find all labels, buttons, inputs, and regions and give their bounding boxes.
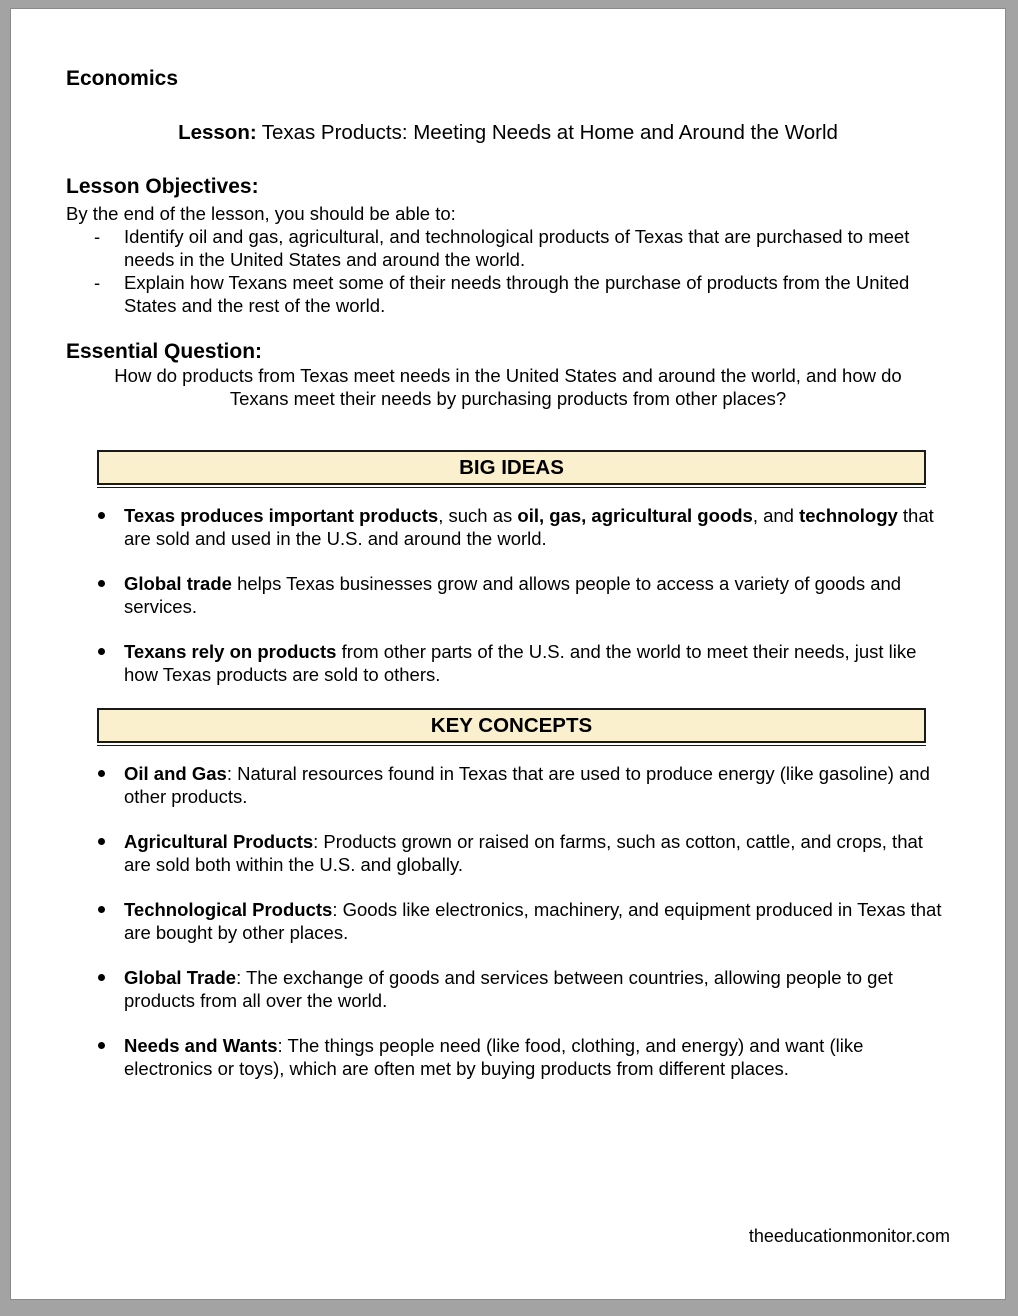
key-concepts-banner (97, 708, 926, 743)
big-ideas-list (66, 504, 950, 686)
objectives-intro: By the end of the lesson, you should be able to: (66, 203, 456, 224)
lesson-title-text: Texas Products: Meeting Needs at Home and Around the World (261, 121, 838, 144)
list-item: Global Trade: The exchange of goods and services between countries, allowing people to get products from all over the world. (124, 966, 944, 1012)
list-item: Needs and Wants: The things people need (like food, clothing, and energy) and want (like electronics or toys), which are often met by buying products from different places. (124, 1034, 944, 1080)
lesson-title (66, 121, 950, 145)
big-ideas-banner-label: BIG IDEAS (459, 456, 564, 479)
lesson-label: Lesson: (178, 121, 257, 144)
document-page (10, 8, 1006, 1300)
subject-heading: Economics (66, 67, 179, 90)
list-item: Texas produces important products, such as oil, gas, agricultural goods, and technology that are sold and used in the U.S. and around the world. (124, 504, 944, 550)
list-item: Agricultural Products: Products grown or raised on farms, such as cotton, cattle, and crops, that are sold both within the U.S. and globally. (124, 830, 944, 876)
key-concepts-list (66, 762, 950, 1080)
essential-question-text: How do products from Texas meet needs in the United States and around the world, and how do Texans meet their needs by purchasing products from other places? (114, 365, 902, 409)
document-content (11, 9, 1005, 1080)
objectives-heading: Lesson Objectives: (66, 175, 259, 198)
list-item: Oil and Gas: Natural resources found in Texas that are used to produce energy (like gasoline) and other products. (124, 762, 944, 808)
key-concepts-banner-label: KEY CONCEPTS (430, 714, 593, 737)
list-item: Technological Products: Goods like electronics, machinery, and equipment produced in Texas that are bought by other places. (124, 898, 944, 944)
footer-site-text: theeducationmonitor.com (748, 1226, 950, 1246)
objectives-list (66, 225, 950, 317)
essential-question-heading: Essential Question: (66, 340, 263, 363)
big-ideas-banner (97, 450, 926, 485)
list-item: - Identify oil and gas, agricultural, and technological products of Texas that are purchased to meet needs in the United States and around the world. (124, 225, 944, 271)
list-item: Texans rely on products from other parts of the U.S. and the world to meet their needs, just like how Texas products are sold to others. (124, 640, 944, 686)
list-item: Global trade helps Texas businesses grow and allows people to access a variety of goods and services. (124, 572, 944, 618)
list-item: - Explain how Texans meet some of their needs through the purchase of products from the United States and the rest of the world. (124, 271, 944, 317)
